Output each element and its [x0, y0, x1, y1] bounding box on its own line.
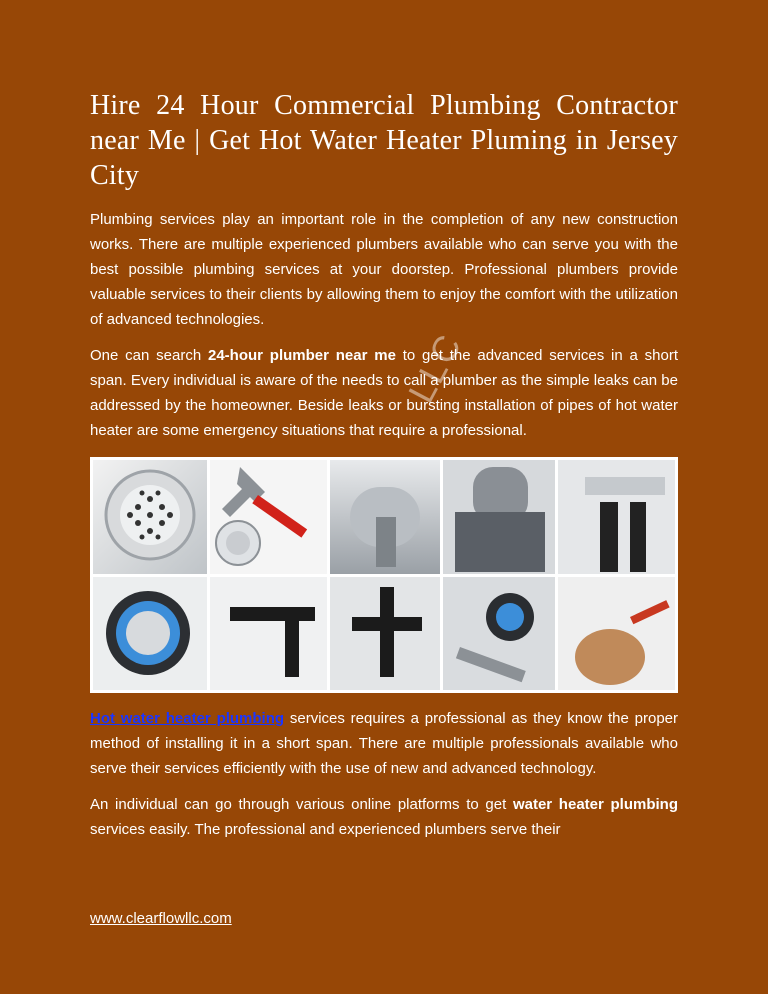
- search-paragraph: [90, 343, 678, 443]
- water-heater-paragraph: [90, 706, 678, 781]
- paragraph-text: services requires a professional as they know the proper method of installing it in a short span. There are multiple professionals available who serve their services efficiently with the use of new and advanced technology.: [90, 710, 679, 777]
- paragraph-text: An individual can go through various online platforms to get: [90, 796, 513, 813]
- paragraph-text: services easily. The professional and experienced plumbers serve their: [90, 821, 561, 838]
- document-body: [90, 88, 678, 454]
- bold-keyword: water heater plumbing: [512, 796, 679, 813]
- collage-illustration: [90, 457, 678, 693]
- water-heater-link[interactable]: Hot water heater plumbing: [90, 710, 285, 727]
- plumbing-collage-image: [90, 457, 678, 693]
- intro-paragraph: Plumbing services play an important role in the completion of any new construction works. There are multiple experienced plumbers available who can serve you with the best possible plumbing services at your doorstep. Professional plumbers provide valuable services to their clients by allowing them to enjoy the comfort with the utilization of advanced technologies.: [90, 211, 678, 328]
- watermark: LLC: [400, 326, 471, 410]
- page-title: Hire 24 Hour Commercial Plumbing Contractor near Me | Get Hot Water Heater Pluming in Jersey City: [90, 90, 678, 191]
- lower-content: [90, 706, 678, 853]
- paragraph-text: to get the advanced services in a short span. Every individual is aware of the needs to call a plumber as the simple leaks can be addressed by the homeowner. Beside leaks or bursting installation of pipes of hot water heater are some emergency situations that require a professional.: [90, 347, 679, 439]
- online-platforms-paragraph: [90, 792, 678, 842]
- footer-website-link[interactable]: www.clearflowllc.com: [90, 910, 232, 927]
- paragraph-text: One can search: [90, 347, 208, 364]
- bold-keyword: 24-hour plumber near me: [207, 347, 396, 364]
